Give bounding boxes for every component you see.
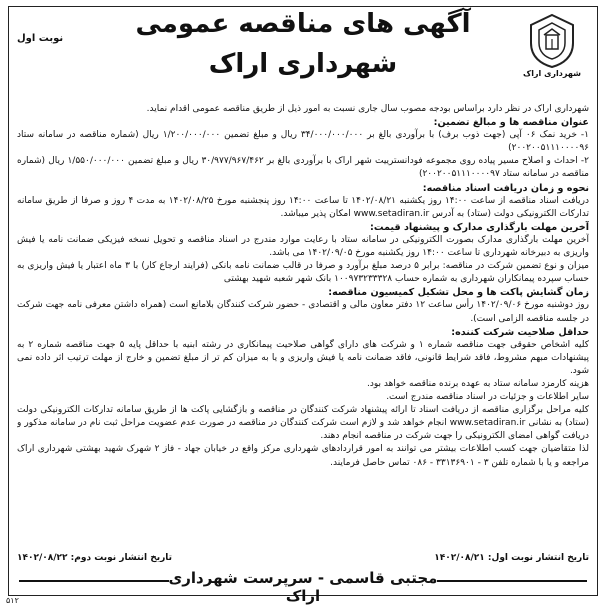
deadline-heading: آخرین مهلت بارگذاری مدارک و پیشنهاد قیمت: [369, 221, 589, 233]
signature-block [159, 569, 447, 605]
items-heading: عنوان مناقصه ها و مبالغ تضمین: [433, 117, 589, 129]
signature-rule-left [19, 580, 169, 582]
qualification-heading: حداقل صلاحیت شرکت کننده: [451, 326, 589, 338]
fee-paragraph: هزینه کارمزد سامانه ستاد به عهده برنده مناقصه خواهد بود. [367, 378, 589, 389]
opening-heading: زمان گشایش پاکت ها و محل تشکیل کمیسیون مناقصه: [328, 287, 589, 299]
turn-label: نوبت اول [17, 33, 64, 44]
tender-item-1: ۱- خرید نمک ۰۶ آپی (جهت ذوب برف) با برآوردی بالغ بر ۳۴/۰۰۰/۰۰۰/۰۰۰ ریال و مبلغ تضمین ۱/۲۰۰/۰۰۰/۰۰۰ ریال (شماره مناقصه در سامانه ستاد ۲۰۰۲۰۰۵۱۱۱۰۰۰۰۹۶) [17, 130, 589, 154]
notice-title: آگهی های مناقصه عمومی [135, 9, 471, 39]
contact-paragraph: لذا متقاضیان جهت کسب اطلاعات بیشتر می توانند به امور قراردادهای شهرداری مرکز واقع در خیابان جهاد - فاز ۲ شهرک شهید بهشتی شهرداری اراک مراجعه و یا با شماره تلفن ۳ - ۳۳۱۳۶۹۰۱ - ۰۸۶ تماس حاصل فرمایند. [17, 444, 589, 468]
deadline-paragraph: آخرین مهلت بارگذاری مدارک بصورت الکترونیکی در سامانه ستاد با رعایت موارد مندرج در اسناد مناقصه و تحویل نسخه فیزیکی ضمانت نامه یا فیش واریزی به دبیرخانه شهرداری تا ساعت ۱۴:۰۰ روز یکشنبه مورخ ۱۴۰۲/۰۹/۰۵ می باشد. [17, 234, 589, 259]
guarantee-paragraph: میزان و نوع تضمین شرکت در مناقصه: برابر ۵ درصد مبلغ برآورد و صرفا در قالب ضمانت نامه بانکی (فرایند ارجاع کار) با ۳ ماه اعتبار یا فیش واریزی به حساب سپرده پیمانکاران شهرداری به شماره حساب ۱۰۰۹۷۳۲۳۳۳۲۸ بانک شهر شعبه شهید بهشتی [17, 261, 589, 285]
other-info-paragraph: سایر اطلاعات و جزئیات در اسناد مناقصه مندرج است. [386, 392, 589, 403]
second-publish-date: تاریخ انتشار نوبت دوم: ۱۴۰۲/۰۸/۲۲ [17, 553, 173, 563]
opening-paragraph: روز دوشنبه مورخ ۱۴۰۲/۰۹/۰۶ رأس ساعت ۱۲ دفتر معاون مالی و اقتصادی - حضور شرکت کنندگان بلامانع است (همراه داشتن معرفی نامه جهت شرکت در جلسه مناقصه الزامی است). [17, 300, 589, 324]
notice-header [9, 7, 597, 99]
signature-text: مجتبی قاسمی - سرپرست شهرداری اراک [168, 569, 438, 605]
publication-dates [17, 553, 589, 567]
docs-paragraph: دریافت اسناد مناقصه از ساعت ۱۴:۰۰ روز یکشنبه ۱۴۰۲/۰۸/۲۱ تا ساعت ۱۴:۰۰ روز پنجشنبه مورخ ۱۴۰۲/۰۸/۲۵ به مدت ۴ روز و صرفا از طریق سامانه تدارکات الکترونیکی دولت (ستاد) به آدرس www.setadiran.ir امکان پذیر میباشد. [17, 195, 589, 219]
docs-heading: نحوه و زمان دریافت اسناد مناقصه: [422, 182, 589, 194]
qualification-paragraph: کلیه اشخاص حقوقی جهت مناقصه شماره ۱ و شرکت های دارای گواهی صلاحیت پیمانکاری در رشته ابنیه با حداقل پایه ۵ جهت مناقصه شماره ۲ به پیشنهادات مبهم مشروط، فاقد شرایط قانونی، فاقد ضمانت نامه یا فیش واریزی و یا به میزان کم تر از مبلغ تضمین و خارج از مهلت ترتیب اثر داده نمی شود. [17, 339, 589, 376]
municipality-emblem-icon [527, 13, 577, 69]
tender-item-2: ۲- احداث و اصلاح مسیر پیاده روی مجموعه فودانسترییت شهر اراک با برآوردی بالغ بر ۳۰/۹۷۷/۹۶۷/۴۶۲ ریال و مبلغ تضمین ۱/۵۵۰/۰۰۰/۰۰۰ ریال (شماره مناقصه در سامانه ستاد ۲۰۰۲۰۰۵۱۱۱۰۰۰۰۹۷) [17, 156, 589, 180]
intro-paragraph: شهرداری اراک در نظر دارد براساس بودجه مصوب سال جاری نسبت به امور ذیل از طریق مناقصه عمومی اقدام نماید. [146, 104, 589, 114]
logo-text: شهرداری اراک [523, 69, 581, 78]
page-number: ۵۱۲ [6, 596, 19, 605]
process-paragraph: کلیه مراحل برگزاری مناقصه از دریافت اسناد تا ارائه پیشنهاد شرکت کنندگان در مناقصه و بازگشایی پاکت ها از طریق سامانه تدارکات الکترونیکی دولت (ستاد) به نشانی www.setadiran.ir انجام خواهد شد و لازم است شرکت کنندگان در مناقصه در صورت عدم عضویت مراحل ثبت نام در سامانه مذکور و دریافت گواهی امضای الکترونیکی را جهت شرکت در مناقصه انجام دهند. [17, 405, 589, 442]
first-publish-date: تاریخ انتشار نوبت اول: ۱۴۰۲/۰۸/۲۱ [434, 553, 589, 563]
notice-body [17, 103, 589, 547]
notice-subtitle: شهرداری اراک [208, 49, 398, 79]
signature-rule-right [437, 580, 587, 582]
logo [517, 13, 587, 93]
